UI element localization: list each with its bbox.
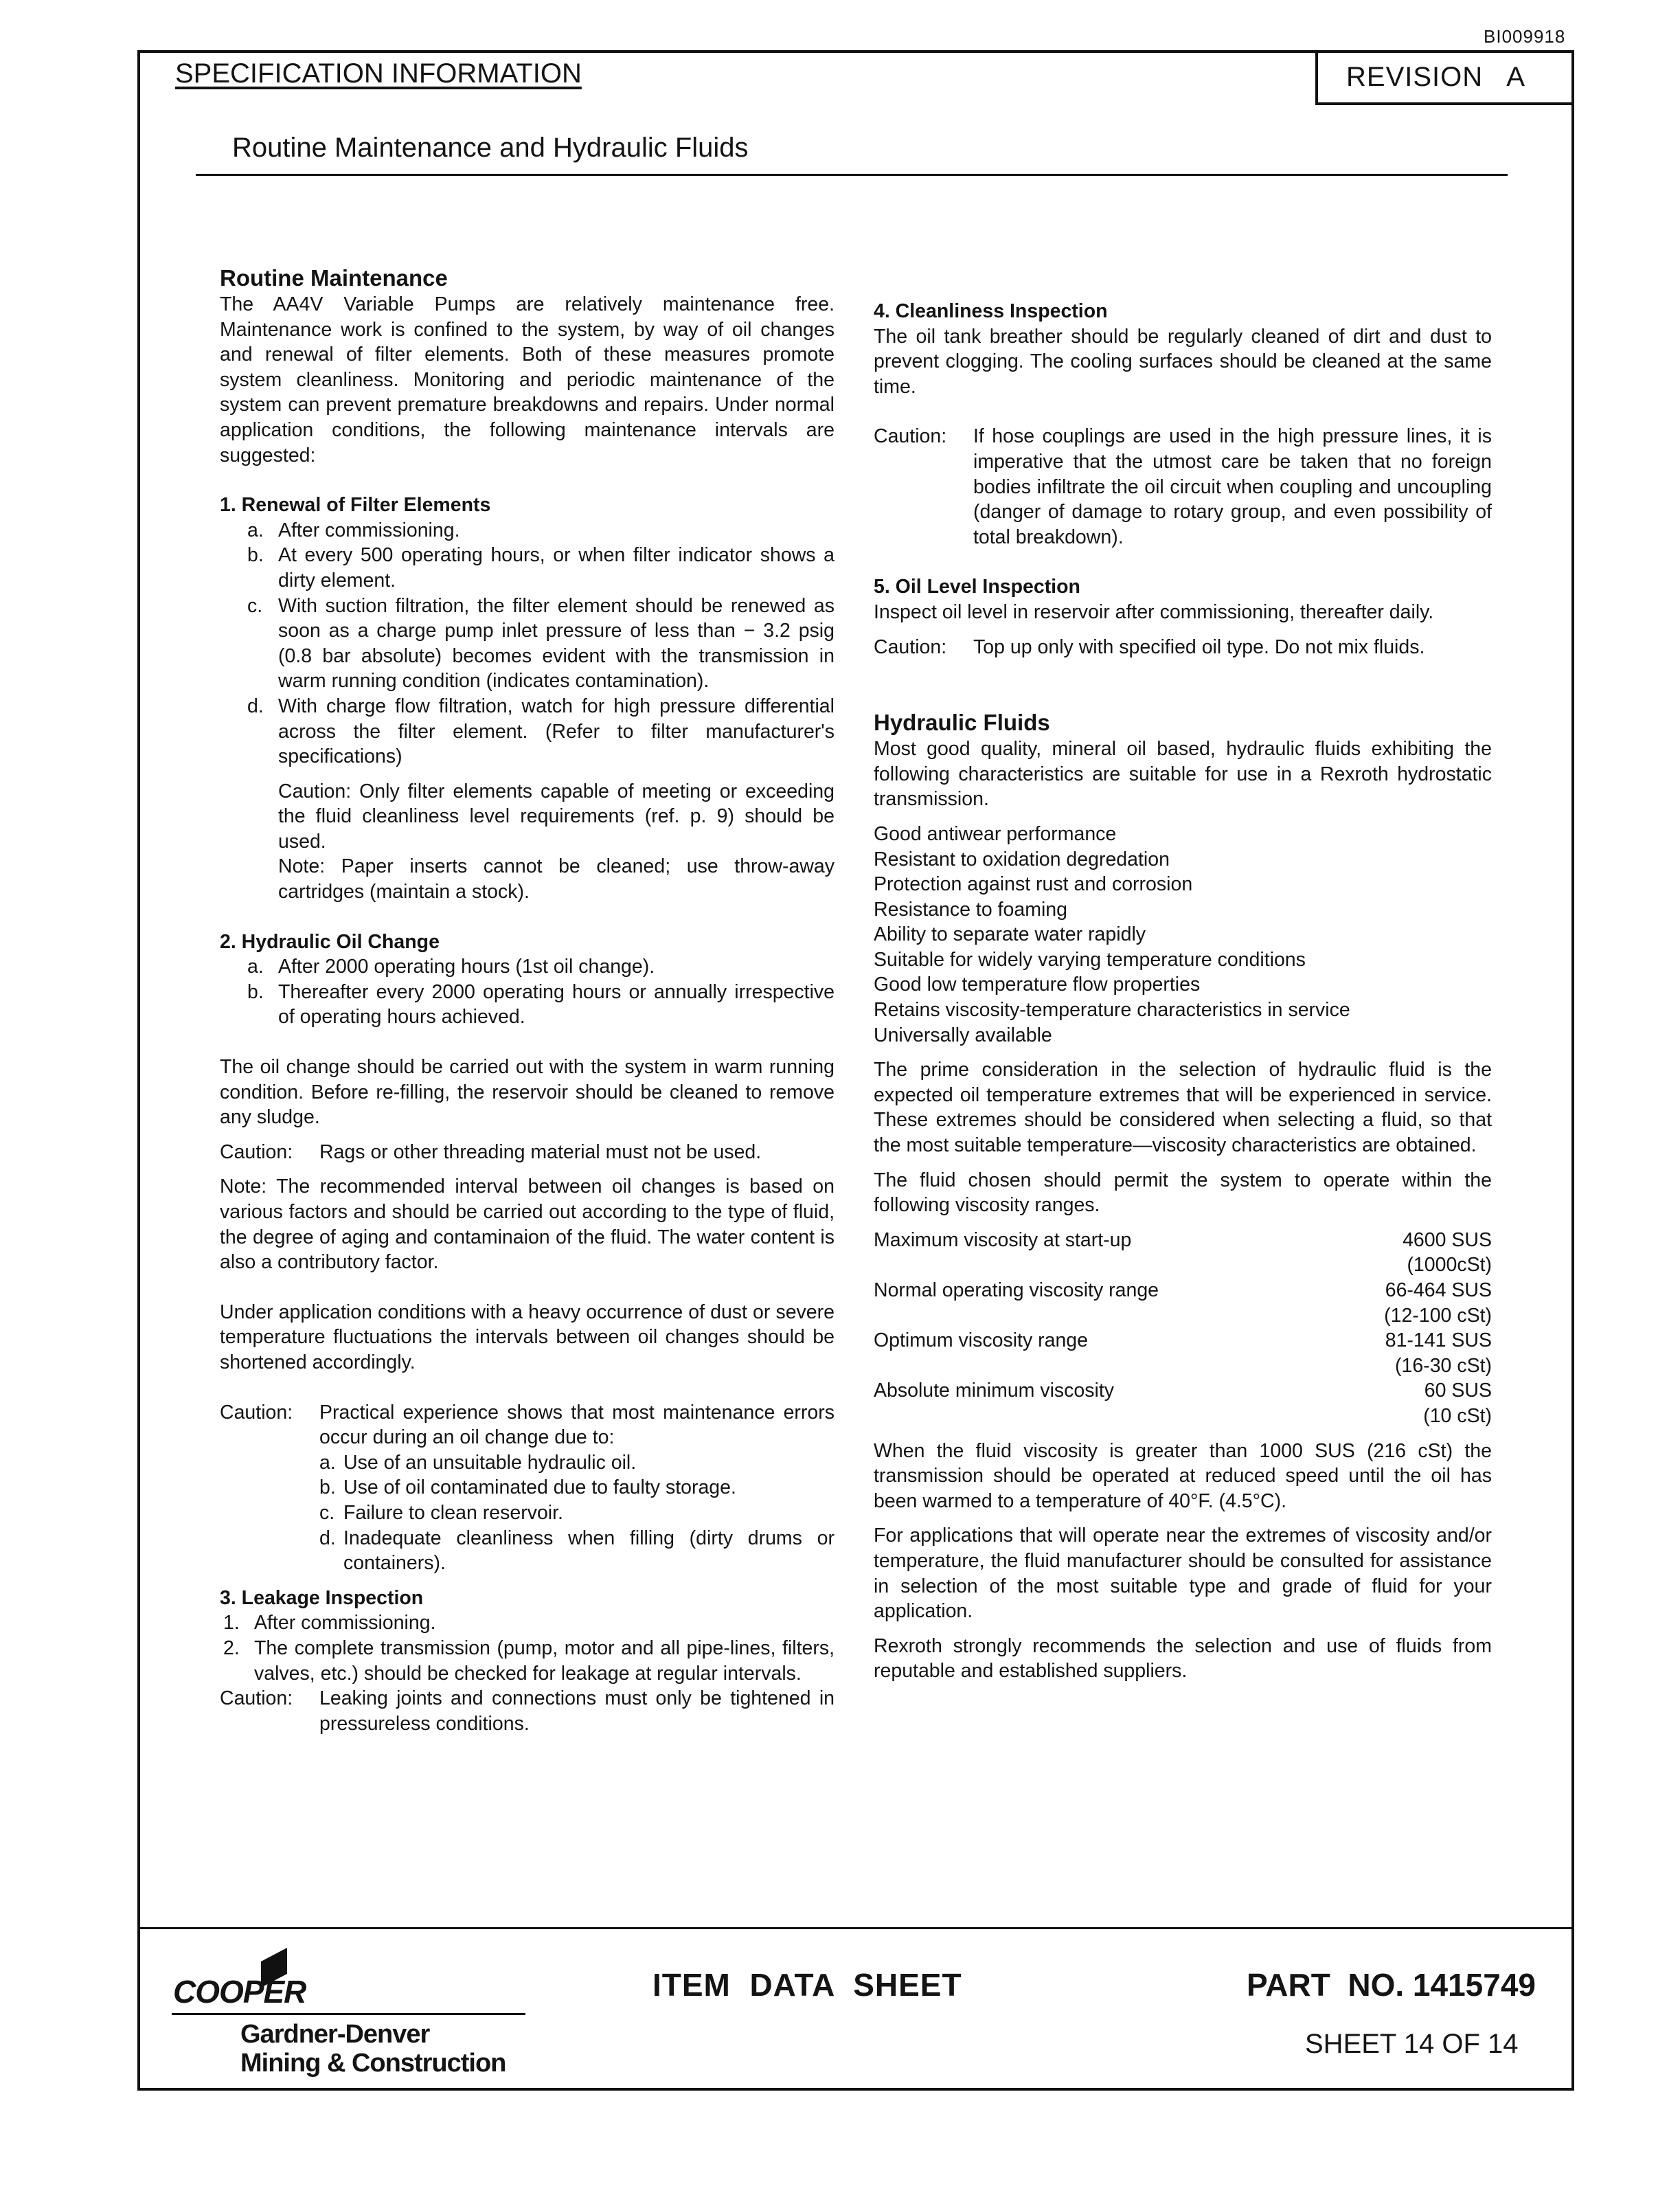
fluid-characteristics-list [874,822,1492,1048]
list-item: Good antiwear performance [874,822,1117,845]
supplier-recommendation: Rexroth strongly recommends the selection and use of fluids from reputable and established suppliers. [874,1634,1492,1683]
list-item: 1. After commissioning. [223,1612,436,1634]
fluid-selection-paragraph: The prime consideration in the selection of hydraulic fluid is the expected oil temperature extremes that will be experienced in service. These extremes should be considered when selecting a fluid, so that the most suitable temperature—viscosity characteristics are obtained. [874,1059,1492,1157]
list-item: Retains viscosity-temperature characteristics in service [874,999,1350,1022]
maintenance-errors-caution: Caution: Practical experience shows that most maintenance errors occur during an oil change due to: [220,1401,835,1449]
list-item: d. With charge flow filtration, watch for high pressure differential across the filter element. (Refer to filter manufacturer's specifications) [247,695,835,768]
part-number: PART NO. 1415749 [1247,1967,1536,2003]
sheet-number: SHEET 14 OF 14 [1305,2029,1519,2059]
filter-caution: Caution: Only filter elements capable of meeting or exceeding the fluid cleanliness level requirements (ref. p. 9) should be used. [278,780,835,853]
left-column [220,265,835,1736]
cleanliness-caution: Caution: If hose couplings are used in the high pressure lines, it is imperative that the utmost care be taken that no foreign bodies infiltrate the oil circuit when coupling and uncoupling (danger of damage to rotary group, and even possibility of total breakdown). [874,425,1492,548]
list-item: Protection against rust and corrosion [874,873,1193,896]
oil-level-text: Inspect oil level in reservoir after commissioning, thereafter daily. [874,600,1434,623]
list-item: Suitable for widely varying temperature conditions [874,948,1306,971]
oil-change-paragraph: The oil change should be carried out with the system in warm running condition. Before re-filling, the reservoir should be cleaned to remove any sludge. [220,1056,835,1129]
footer-rule [137,1927,1574,1929]
maintenance-intro: The AA4V Variable Pumps are relatively maintenance free. Maintenance work is confined to the system, by way of oil changes and renewal of filter elements. Both of these measures promote system cleanliness. Monitoring and periodic maintenance of the system can prevent premature breakdowns and repairs. Under normal application conditions, the following maintenance intervals are suggested: [220,293,835,466]
cold-operation-paragraph: When the fluid viscosity is greater than 1000 SUS (216 cSt) the transmission should be operated at reduced speed until the oil has been warmed to a temperature of 40°F. (4.5°C). [874,1439,1492,1512]
hydraulic-fluids-intro: Most good quality, mineral oil based, hydraulic fluids exhibiting the following characteristics are suitable for use in a Rexroth hydrostatic transmission. [874,738,1492,811]
list-item: d. Inadequate cleanliness when filling (dirty drums or containers). [319,1527,835,1575]
list-item: c. With suction filtration, the filter element should be renewed as soon as a charge pump inlet pressure of less than − 3.2 psig (0.8 bar absolute) becomes evident with the transmission in warm running condition (indicates contamination). [247,594,835,693]
table-row: Optimum viscosity range 81-141 SUS (16-30 cSt) [874,1329,1492,1377]
revision-label: REVISION A [1346,62,1525,92]
list-item: b. Thereafter every 2000 operating hours or annually irrespective of operating hours achieved. [247,980,835,1028]
oil-change-caution: Caution: Rags or other threading material must not be used. [220,1140,762,1163]
item-data-sheet-label: ITEM DATA SHEET [652,1967,962,2003]
filter-renewal-title: 1. Renewal of Filter Elements [220,494,491,517]
specification-header: SPECIFICATION INFORMATION [175,58,582,89]
oil-level-title: 5. Oil Level Inspection [874,576,1080,598]
list-item: 2. The complete transmission (pump, motor and all pipe-lines, filters, valves, etc.) should be checked for leakage at regular intervals. [223,1637,835,1685]
list-item: a. After commissioning. [247,519,460,541]
page-subtitle: Routine Maintenance and Hydraulic Fluids [232,133,749,163]
list-item: c. Failure to clean reservoir. [319,1501,563,1524]
oil-level-caution: Caution: Top up only with specified oil type. Do not mix fluids. [874,636,1425,658]
company-logo: COOPER [173,1974,306,2010]
document-id: BI009918 [1484,26,1566,47]
table-row: Normal operating viscosity range 66-464 SUS (12-100 cSt) [874,1279,1492,1327]
list-item: a. Use of an unsuitable hydraulic oil. [319,1451,637,1474]
extreme-conditions-paragraph: For applications that will operate near the extremes of viscosity and/or temperature, the fluid manufacturer should be consulted for assistance in selection of the most suitable type and grade of fluid for your application. [874,1525,1492,1623]
logo-rule [172,2013,525,2015]
right-column [874,299,1492,1684]
list-item: Universally available [874,1024,1052,1046]
oil-change-note: Note: The recommended interval between oil changes is based on various factors and should be carried out according to the type of fluid, the degree of aging and contaminaion of the fluid. The water content is also a contributory factor. [220,1176,835,1274]
list-item: Good low temperature flow properties [874,974,1201,996]
list-item: Resistant to oxidation degredation [874,848,1170,870]
list-item: Ability to separate water rapidly [874,923,1146,946]
company-name-line1: Gardner-Denver [240,2020,430,2049]
subtitle-rule [196,174,1508,176]
list-item: Resistance to foaming [874,898,1067,921]
viscosity-range-paragraph: The fluid chosen should permit the system to operate within the following viscosity ranges. [874,1169,1492,1217]
hydraulic-fluids-heading: Hydraulic Fluids [874,710,1050,736]
viscosity-table [874,1228,1492,1429]
cleanliness-inspection-title: 4. Cleanliness Inspection [874,300,1108,322]
list-item: b. At every 500 operating hours, or when filter indicator shows a dirty element. [247,544,835,592]
leakage-inspection-title: 3. Leakage Inspection [220,1586,424,1609]
oil-change-conditions: Under application conditions with a heavy occurrence of dust or severe temperature fluctuations the intervals between oil changes should be shortened accordingly. [220,1301,835,1373]
list-item: b. Use of oil contaminated due to faulty storage. [319,1476,736,1499]
cleanliness-text: The oil tank breather should be regularly cleaned of dirt and dust to prevent clogging. The cooling surfaces should be cleaned at the same time. [874,325,1492,398]
table-row: Absolute minimum viscosity 60 SUS (10 cSt) [874,1380,1492,1427]
leakage-caution: Caution: Leaking joints and connections must only be tightened in pressureless conditions. [220,1687,835,1735]
oil-change-title: 2. Hydraulic Oil Change [220,930,440,953]
routine-maintenance-heading: Routine Maintenance [220,265,448,291]
filter-note: Note: Paper inserts cannot be cleaned; use throw-away cartridges (maintain a stock). [278,855,835,903]
list-item: a. After 2000 operating hours (1st oil change). [247,956,655,978]
table-row: Maximum viscosity at start-up 4600 SUS (1000cSt) [874,1228,1492,1277]
company-name-line2: Mining & Construction [240,2049,506,2078]
